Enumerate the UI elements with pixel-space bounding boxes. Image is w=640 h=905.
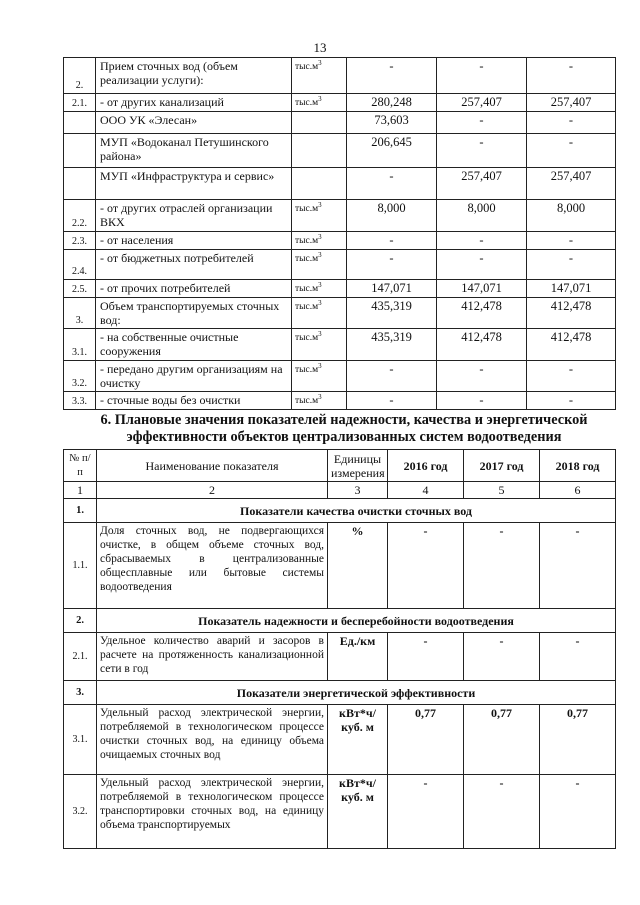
row-name: МУП «Водоканал Петушинского района» bbox=[96, 134, 292, 168]
value-2018: - bbox=[527, 250, 616, 280]
value-2018: - bbox=[540, 523, 616, 609]
row-name: - от населения bbox=[96, 232, 292, 250]
section-title: Показатель надежности и бесперебойности водоотведения bbox=[97, 609, 616, 633]
row-unit bbox=[292, 94, 347, 112]
value-2018: - bbox=[527, 134, 616, 168]
header-row bbox=[64, 450, 616, 482]
column-number: 6 bbox=[540, 482, 616, 499]
volume-row bbox=[64, 361, 616, 392]
indicator-unit: Ед./км bbox=[328, 633, 388, 681]
row-unit bbox=[292, 134, 347, 168]
value-2018: - bbox=[527, 232, 616, 250]
indicator-number: 1.1. bbox=[64, 523, 97, 609]
section-row bbox=[64, 681, 616, 705]
indicator-number: 3.1. bbox=[64, 705, 97, 775]
value-2016: - bbox=[347, 392, 437, 410]
unit-superscript: 3 bbox=[318, 250, 322, 259]
row-number: 3. bbox=[64, 298, 96, 329]
unit-superscript: 3 bbox=[318, 232, 322, 241]
unit-superscript: 3 bbox=[318, 280, 322, 289]
row-name: - от прочих потребителей bbox=[96, 280, 292, 298]
value-2017: 0,77 bbox=[464, 705, 540, 775]
volume-row bbox=[64, 168, 616, 200]
value-2016: - bbox=[347, 168, 437, 200]
indicators-table bbox=[63, 449, 616, 849]
row-number: 2.4. bbox=[64, 250, 96, 280]
volume-row bbox=[64, 392, 616, 410]
value-2016: 0,77 bbox=[388, 705, 464, 775]
header-unit: Единицы измерения bbox=[328, 450, 388, 482]
value-2017: - bbox=[437, 232, 527, 250]
value-2017: 147,071 bbox=[437, 280, 527, 298]
value-2018: 412,478 bbox=[527, 329, 616, 361]
volume-row bbox=[64, 134, 616, 168]
header-2018: 2018 год bbox=[540, 450, 616, 482]
section-title: Показатели качества очистки сточных вод bbox=[97, 499, 616, 523]
unit-text: тыс.м bbox=[295, 204, 319, 214]
volume-row bbox=[64, 112, 616, 134]
row-name: - передано другим организациям на очистку bbox=[96, 361, 292, 392]
value-2016: 435,319 bbox=[347, 329, 437, 361]
section-6-heading: 6. Плановые значения показателей надежности, качества и энергетической эффективности объектов централизованных систем водоотведения bbox=[100, 412, 588, 445]
section-number: 1. bbox=[64, 499, 97, 523]
value-2018: - bbox=[540, 775, 616, 849]
value-2016: - bbox=[347, 58, 437, 94]
column-number: 2 bbox=[97, 482, 328, 499]
value-2018: 257,407 bbox=[527, 94, 616, 112]
row-name: - сточные воды без очистки bbox=[96, 392, 292, 410]
section-number: 3. bbox=[64, 681, 97, 705]
row-number bbox=[64, 168, 96, 200]
value-2016: 73,603 bbox=[347, 112, 437, 134]
row-name: ООО УК «Элесан» bbox=[96, 112, 292, 134]
header-name: Наименование показателя bbox=[97, 450, 328, 482]
column-number: 5 bbox=[464, 482, 540, 499]
column-number: 1 bbox=[64, 482, 97, 499]
header-num: № п/п bbox=[64, 450, 97, 482]
value-2017: 257,407 bbox=[437, 94, 527, 112]
indicator-row bbox=[64, 705, 616, 775]
volume-row bbox=[64, 298, 616, 329]
row-number bbox=[64, 134, 96, 168]
volume-row bbox=[64, 232, 616, 250]
row-number: 2.3. bbox=[64, 232, 96, 250]
row-number: 2.2. bbox=[64, 200, 96, 232]
section-row bbox=[64, 499, 616, 523]
column-number-row bbox=[64, 482, 616, 499]
indicator-row bbox=[64, 633, 616, 681]
indicator-name: Доля сточных вод, не подвергающихся очистке, в общем объеме сточных вод, сбрасываемых в централизованные общесплавные или бытовые системы водоотведения bbox=[97, 523, 328, 609]
volume-row bbox=[64, 250, 616, 280]
unit-text: тыс.м bbox=[295, 396, 319, 406]
value-2017: - bbox=[437, 134, 527, 168]
row-number: 2.5. bbox=[64, 280, 96, 298]
volume-row bbox=[64, 58, 616, 94]
value-2016: 280,248 bbox=[347, 94, 437, 112]
volume-row bbox=[64, 280, 616, 298]
row-name: Прием сточных вод (объем реализации услуги): bbox=[96, 58, 292, 94]
row-name: - от бюджетных потребителей bbox=[96, 250, 292, 280]
value-2018: - bbox=[527, 392, 616, 410]
value-2017: - bbox=[464, 775, 540, 849]
value-2016: - bbox=[388, 633, 464, 681]
row-unit bbox=[292, 392, 347, 410]
value-2017: 8,000 bbox=[437, 200, 527, 232]
row-name: МУП «Инфраструктура и сервис» bbox=[96, 168, 292, 200]
row-unit bbox=[292, 200, 347, 232]
value-2018: 0,77 bbox=[540, 705, 616, 775]
value-2018: 412,478 bbox=[527, 298, 616, 329]
indicator-row bbox=[64, 523, 616, 609]
indicator-unit: кВт*ч/куб. м bbox=[328, 775, 388, 849]
unit-text: тыс.м bbox=[295, 333, 319, 343]
indicator-unit: % bbox=[328, 523, 388, 609]
indicator-unit: кВт*ч/куб. м bbox=[328, 705, 388, 775]
unit-superscript: 3 bbox=[318, 94, 322, 103]
row-name: Объем транспортируемых сточных вод: bbox=[96, 298, 292, 329]
row-unit bbox=[292, 168, 347, 200]
row-unit bbox=[292, 250, 347, 280]
unit-text: тыс.м bbox=[295, 62, 319, 72]
indicator-name: Удельный расход электрической энергии, потребляемой в технологическом процессе транспортировки сточных вод, на единицу объема транспортируемых bbox=[97, 775, 328, 849]
value-2016: - bbox=[388, 523, 464, 609]
header-2016: 2016 год bbox=[388, 450, 464, 482]
row-number: 3.3. bbox=[64, 392, 96, 410]
row-unit bbox=[292, 232, 347, 250]
value-2016: - bbox=[347, 361, 437, 392]
value-2017: 412,478 bbox=[437, 329, 527, 361]
value-2017: - bbox=[437, 112, 527, 134]
row-unit bbox=[292, 58, 347, 94]
row-name: - от других канализаций bbox=[96, 94, 292, 112]
unit-text: тыс.м bbox=[295, 98, 319, 108]
unit-superscript: 3 bbox=[318, 200, 322, 209]
row-unit bbox=[292, 112, 347, 134]
value-2016: - bbox=[388, 775, 464, 849]
value-2018: - bbox=[527, 58, 616, 94]
indicator-number: 2.1. bbox=[64, 633, 97, 681]
section-row bbox=[64, 609, 616, 633]
value-2017: - bbox=[464, 523, 540, 609]
row-name: - от других отраслей организации ВКХ bbox=[96, 200, 292, 232]
value-2017: - bbox=[437, 58, 527, 94]
value-2016: 435,319 bbox=[347, 298, 437, 329]
value-2018: 8,000 bbox=[527, 200, 616, 232]
volume-row bbox=[64, 200, 616, 232]
value-2016: 147,071 bbox=[347, 280, 437, 298]
unit-superscript: 3 bbox=[318, 361, 322, 370]
value-2017: - bbox=[437, 392, 527, 410]
value-2018: - bbox=[527, 112, 616, 134]
unit-text: тыс.м bbox=[295, 365, 319, 375]
volume-row bbox=[64, 329, 616, 361]
unit-superscript: 3 bbox=[318, 58, 322, 67]
volume-row bbox=[64, 94, 616, 112]
row-number: 3.1. bbox=[64, 329, 96, 361]
header-2017: 2017 год bbox=[464, 450, 540, 482]
value-2018: - bbox=[540, 633, 616, 681]
indicator-row bbox=[64, 775, 616, 849]
unit-superscript: 3 bbox=[318, 392, 322, 401]
value-2016: 206,645 bbox=[347, 134, 437, 168]
column-number: 3 bbox=[328, 482, 388, 499]
value-2017: - bbox=[464, 633, 540, 681]
section-title: Показатели энергетической эффективности bbox=[97, 681, 616, 705]
value-2016: - bbox=[347, 250, 437, 280]
unit-superscript: 3 bbox=[318, 329, 322, 338]
value-2017: 412,478 bbox=[437, 298, 527, 329]
indicator-name: Удельное количество аварий и засоров в расчете на протяженность канализационной сети в год bbox=[97, 633, 328, 681]
value-2018: 147,071 bbox=[527, 280, 616, 298]
row-unit bbox=[292, 329, 347, 361]
unit-superscript: 3 bbox=[318, 298, 322, 307]
value-2017: 257,407 bbox=[437, 168, 527, 200]
row-unit bbox=[292, 361, 347, 392]
value-2016: - bbox=[347, 232, 437, 250]
section-number: 2. bbox=[64, 609, 97, 633]
row-unit bbox=[292, 280, 347, 298]
value-2018: - bbox=[527, 361, 616, 392]
row-number bbox=[64, 112, 96, 134]
indicator-name: Удельный расход электрической энергии, потребляемой в технологическом процессе очистки сточных вод, на единицу объема очищаемых сточных вод bbox=[97, 705, 328, 775]
unit-text: тыс.м bbox=[295, 284, 319, 294]
value-2018: 257,407 bbox=[527, 168, 616, 200]
page-number: 13 bbox=[313, 40, 327, 55]
unit-text: тыс.м bbox=[295, 254, 319, 264]
water-volume-table bbox=[63, 57, 616, 410]
row-number: 2.1. bbox=[64, 94, 96, 112]
row-name: - на собственные очистные сооружения bbox=[96, 329, 292, 361]
unit-text: тыс.м bbox=[295, 302, 319, 312]
indicator-number: 3.2. bbox=[64, 775, 97, 849]
column-number: 4 bbox=[388, 482, 464, 499]
value-2016: 8,000 bbox=[347, 200, 437, 232]
row-unit bbox=[292, 298, 347, 329]
value-2017: - bbox=[437, 361, 527, 392]
row-number: 2. bbox=[64, 58, 96, 94]
value-2017: - bbox=[437, 250, 527, 280]
unit-text: тыс.м bbox=[295, 236, 319, 246]
row-number: 3.2. bbox=[64, 361, 96, 392]
